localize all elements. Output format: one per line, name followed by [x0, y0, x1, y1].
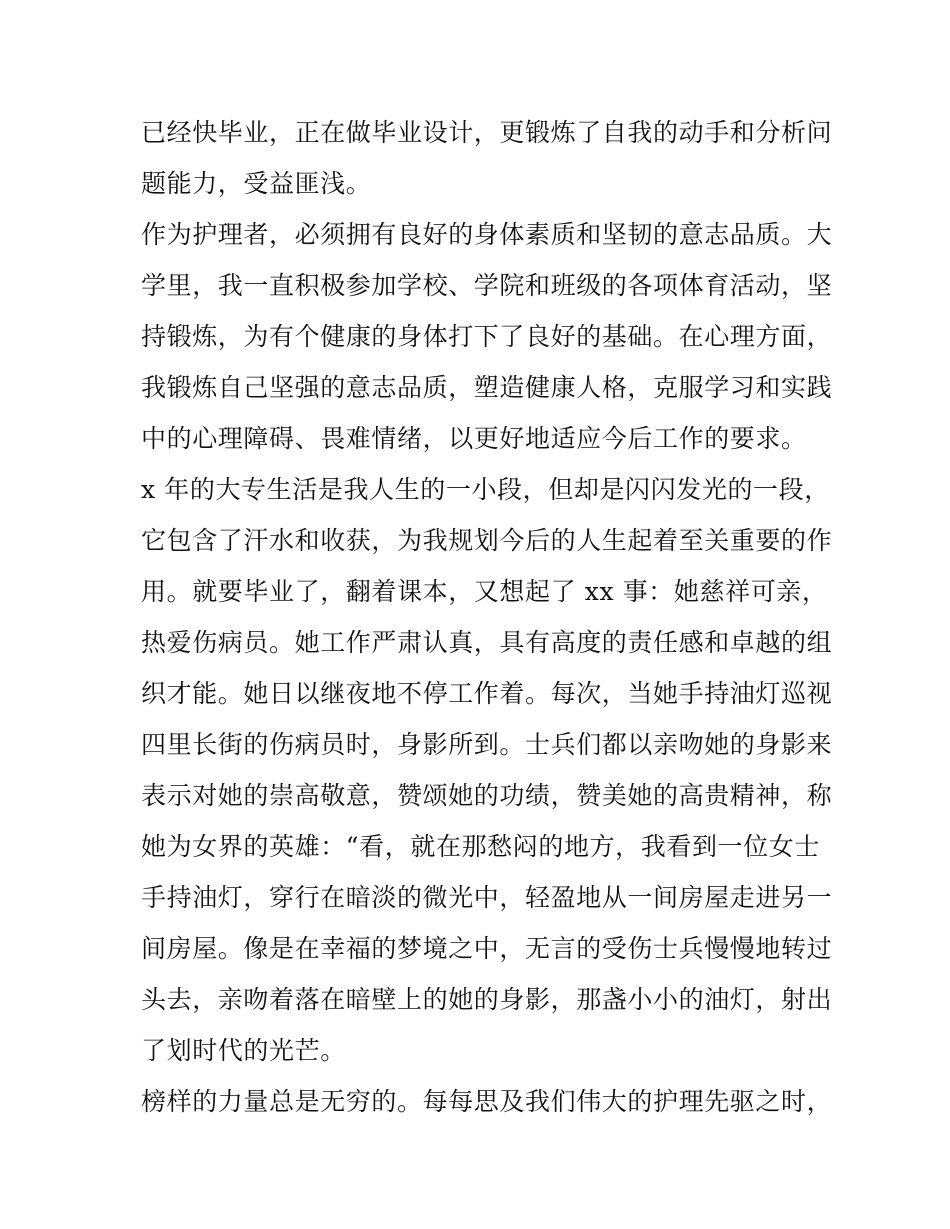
paragraph-3	[141, 464, 833, 1076]
text-line: 热爱伤病员。她工作严肃认真，具有高度的责任感和卓越的组	[141, 628, 833, 657]
paragraph-2	[141, 209, 833, 464]
text-line: 作为护理者，必须拥有良好的身体素质和坚韧的意志品质。大	[141, 220, 833, 249]
text-line: 它包含了汗水和收获，为我规划今后的人生起着至关重要的作	[141, 526, 833, 555]
text-line: 持锻炼，为有个健康的身体打下了良好的基础。在心理方面，	[141, 322, 833, 351]
text-line: 学里，我一直积极参加学校、学院和班级的各项体育活动，坚	[141, 271, 833, 300]
document-body	[141, 107, 833, 1127]
text-line: 题能力，受益匪浅。	[141, 169, 372, 198]
text-line: 已经快毕业，正在做毕业设计，更锻炼了自我的动手和分析问	[141, 118, 833, 147]
paragraph-1	[141, 107, 833, 209]
text-line: 织才能。她日以继夜地不停工作着。每次，当她手持油灯巡视	[141, 679, 833, 708]
text-line: 间房屋。像是在幸福的梦境之中，无言的受伤士兵慢慢地转过	[141, 934, 833, 963]
text-line: 榜样的力量总是无穷的。每每思及我们伟大的护理先驱之时，	[141, 1087, 833, 1116]
text-line: 我锻炼自己坚强的意志品质，塑造健康人格，克服学习和实践	[141, 373, 833, 402]
text-line: 了划时代的光芒。	[141, 1036, 346, 1065]
text-line: 手持油灯，穿行在暗淡的微光中，轻盈地从一间房屋走进另一	[141, 883, 833, 912]
text-line: 她为女界的英雄：“看，就在那愁闷的地方，我看到一位女士	[141, 832, 820, 861]
text-line: 表示对她的崇高敬意，赞颂她的功绩，赞美她的高贵精神，称	[141, 781, 833, 810]
text-line: 头去，亲吻着落在暗壁上的她的身影，那盏小小的油灯，射出	[141, 985, 833, 1014]
text-line: 四里长街的伤病员时，身影所到。士兵们都以亲吻她的身影来	[141, 730, 833, 759]
text-line: 中的心理障碍、畏难情绪，以更好地适应今后工作的要求。	[141, 424, 807, 453]
text-line: 用。就要毕业了，翻着课本，又想起了 xx 事：她慈祥可亲，	[141, 577, 828, 606]
paragraph-4	[141, 1076, 833, 1127]
text-line: x 年的大专生活是我人生的一小段，但却是闪闪发光的一段，	[141, 475, 830, 504]
